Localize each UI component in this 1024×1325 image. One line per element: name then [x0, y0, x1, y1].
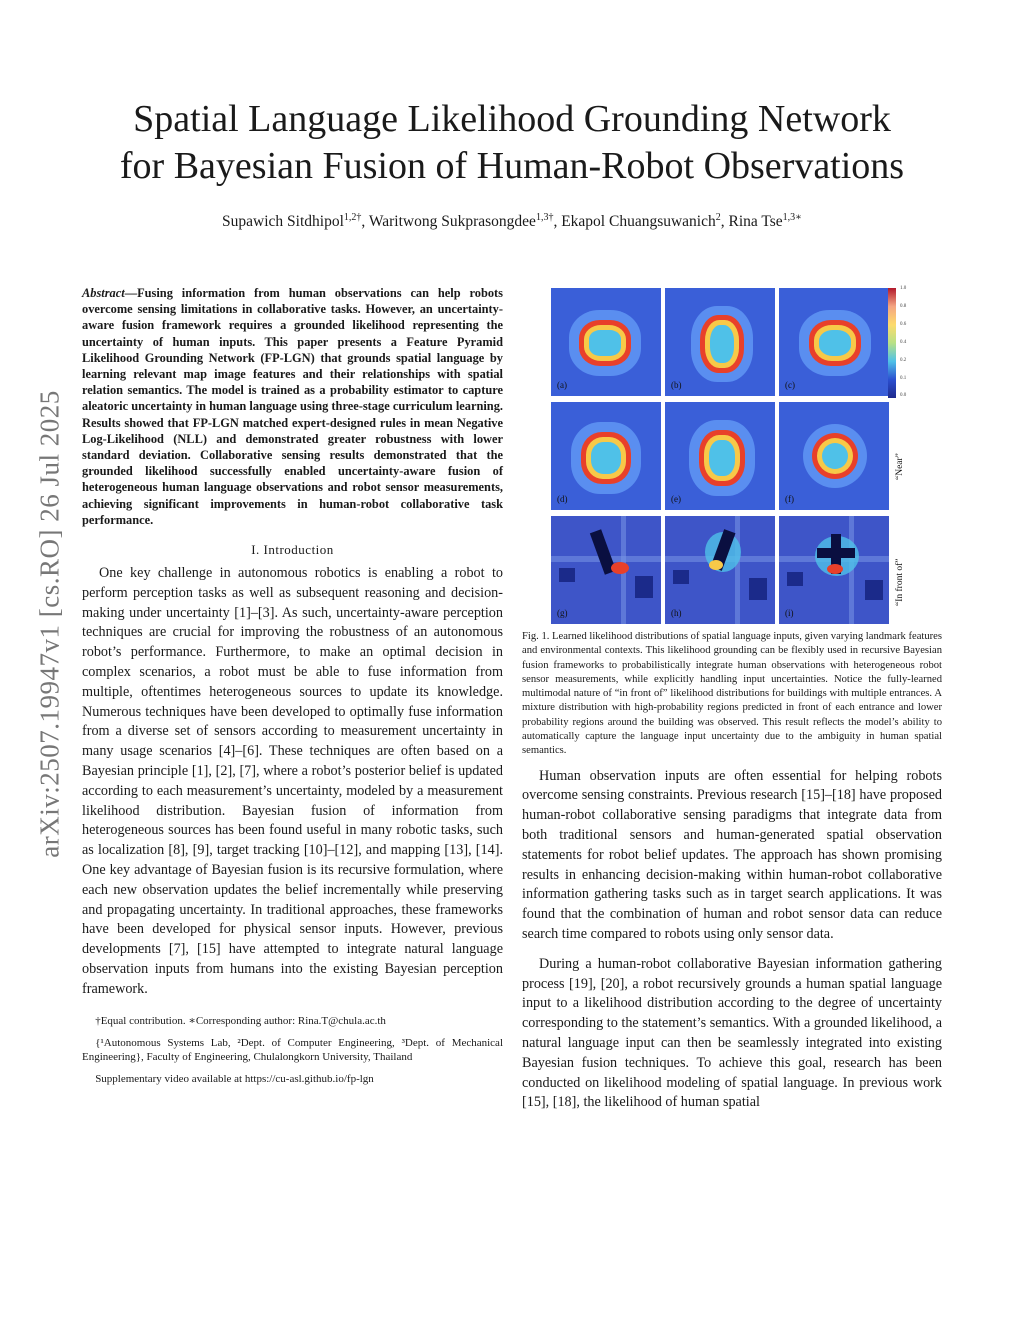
panel-e: [665, 402, 775, 510]
figure-caption: Fig. 1. Learned likelihood distributions of spatial language inputs, given varying landmark features and environmental contexts. This likelihood grounding can be flexibly used in recursive Bayesian fusion frameworks to probabilistically integrate human observations with heterogeneous robot sensor measurements, while explicitly handling input uncertainties. Notice the fully-learned multimodal nature of “in front of” likelihood distributions for buildings with multiple entrances. A mixture distribution with high-probability regions predicted in front of each entrance and lower probability regions around the building was observed. This result reflects the model’s ability to automatically capture the language input uncertainty due to the ambiguity in human spatial semantics.: [522, 631, 942, 757]
colorbar-tick: 0.0: [900, 393, 907, 398]
colorbar-tick: 0.8: [900, 304, 907, 309]
figure-1: [551, 288, 911, 626]
panel-b: [665, 288, 775, 396]
panel-g: [551, 516, 661, 624]
panel-f: [779, 402, 889, 510]
panel-label: (h): [671, 608, 682, 618]
colorbar-tick: 0.4: [900, 340, 907, 345]
abstract-text: —Fusing information from human observations can help robots overcome sensing limitations in collaborative tasks. However, an uncertainty-aware fusion framework requires a grounded likelihood representing the uncertainty of human inputs. This paper presents a Feature Pyramid Likelihood Grounding Network (FP-LGN) that grounds spatial language by learning relevant map image features and their relationships with spatial relation semantics. The model is trained as a probability estimator to capture aleatoric uncertainty in human language using three-stage curriculum learning. Results showed that FP-LGN matched expert-designed rules in mean Negative Log-Likelihood (NLL) and demonstrated greater robustness with lower standard deviation. Collaborative sensing results demonstrated that the grounded likelihood successfully enabled uncertainty-aware fusion of heterogeneous human language observations and robot sensor measurements, achieving significant improvements in human-robot collaborative task performance.: [82, 286, 503, 527]
author-name: Ekapol Chuangsuwanich: [561, 213, 716, 231]
abstract: [82, 285, 503, 528]
author-affil: 2: [715, 212, 721, 223]
colorbar-tick: 0.2: [900, 358, 907, 363]
author-name: Waritwong Sukprasongdee: [368, 213, 536, 231]
right-column: [522, 630, 942, 1123]
panel-d: [551, 402, 661, 510]
footnotes: [82, 1014, 503, 1086]
right-paragraph-2: During a human-robot collaborative Bayesian information gathering process [19], [20], a robot recursively grounds a human spatial language input to a likelihood distribution according to the degree of uncertainty corresponding to the statement’s semantics. With a grounded likelihood, a natural language input can then be seamlessly integrated into existing Bayesian fusion techniques. To achieve this goal, research has been conducted on likelihood modeling of spatial language. In previous work [15], [18], the likelihood of human spatial: [522, 955, 942, 1111]
panel-label: (b): [671, 380, 682, 390]
title-line-1: Spatial Language Likelihood Grounding Network: [133, 98, 891, 140]
author-affil: 1,3∗: [782, 212, 802, 223]
right-paragraph-1: Human observation inputs are often essential for helping robots overcome sensing constraints. Previous research [15]–[18] have proposed human-robot collaborative sensing paradigms that integrate data from both traditional sensors and human-generated spatial observation statements for robot belief updates. The approach has shown promising results in enhancing decision-making within human-robot collaborative information gathering tasks such as in target search applications. It was found that the combination of human and robot sensor data can reduce search time compared to robots using only sensor data.: [522, 767, 942, 943]
colorbar: [888, 288, 896, 398]
author-list: Supawich Sitdhipol$^{1,2\dagger}$, Waritwong Sukprasongdee$^{1,3\dagger}$, Ekapol Chuangsuwanich$^2$, Rina Tse$^{1,3∗}$: [222, 212, 802, 231]
author-name: Rina Tse: [728, 213, 783, 231]
row-label-near: “Near”: [895, 453, 905, 480]
panel-a: [551, 288, 661, 396]
panel-label: (d): [557, 494, 568, 504]
panel-label: (a): [557, 380, 567, 390]
panel-label: (e): [671, 494, 681, 504]
arxiv-stamp: arXiv:2507.19947v1 [cs.RO] 26 Jul 2025: [34, 390, 65, 858]
section-heading: I. Introduction: [251, 542, 334, 558]
colorbar-tick: 0.1: [900, 376, 907, 381]
left-column: [82, 285, 503, 1094]
panel-label: (c): [785, 380, 795, 390]
author-affil: 1,3†: [535, 212, 554, 223]
panel-label: (f): [785, 494, 794, 504]
panel-c: [779, 288, 889, 396]
colorbar-tick: 1.0: [900, 286, 907, 291]
colorbar-tick: 0.6: [900, 322, 907, 327]
footnote-contribution: †Equal contribution. ∗Corresponding author: Rina.T@chula.ac.th: [95, 1014, 386, 1027]
panel-i: [779, 516, 889, 624]
footnote-video: Supplementary video available at https://cu-asl.github.io/fp-lgn: [95, 1072, 374, 1085]
panel-label: (i): [785, 608, 794, 618]
paper-title: [60, 96, 964, 190]
intro-paragraph: One key challenge in autonomous robotics is enabling a robot to perform perception tasks as well as subsequent reasoning and decision-making under uncertainty [1]–[3]. As such, uncertainty-aware perception techniques are crucial for improving the robustness of an autonomous robot’s performance. Furthermore, to make an optimal decision in complex scenarios, a robot must be able to fuse information from multiple, oftentimes heterogeneous sources to update its knowledge. Numerous techniques have been developed to optimally fuse information from a diverse set of sensors according to measurement uncertainty in many usage scenarios [4]–[6]. These techniques are often based on a Bayesian principle [1], [2], [7], where a robot’s posterior belief is updated according to each measurement’s uncertainty, modeled by a measurement likelihood distribution. Bayesian fusion of information from heterogeneous sources has been found useful in many robotic tasks, such as localization [8], [9], target tracking [10]–[12], and mapping [13], [14]. One key advantage of Bayesian fusion is its recursive formulation, where each new observation updates the belief incrementally while preserving and propagating uncertainty. In traditional approaches, these frameworks have been developed for physical sensor inputs. However, previous developments [7], [15] have attempted to integrate natural language observation inputs from humans into the existing Bayesian perception framework.: [82, 565, 503, 997]
abstract-label: Abstract: [82, 286, 125, 300]
author-affil: 1,2†: [343, 212, 362, 223]
title-line-2: for Bayesian Fusion of Human-Robot Observations: [119, 145, 905, 187]
author-name: Supawich Sitdhipol: [222, 213, 344, 231]
panel-label: (g): [557, 608, 568, 618]
panel-h: [665, 516, 775, 624]
footnote-affiliations: {¹Autonomous Systems Lab, ²Dept. of Computer Engineering, ³Dept. of Mechanical Engineering}, Faculty of Engineering, Chulalongkorn University, Thailand: [82, 1036, 503, 1063]
row-label-in-front-of: “In front of”: [895, 558, 905, 606]
